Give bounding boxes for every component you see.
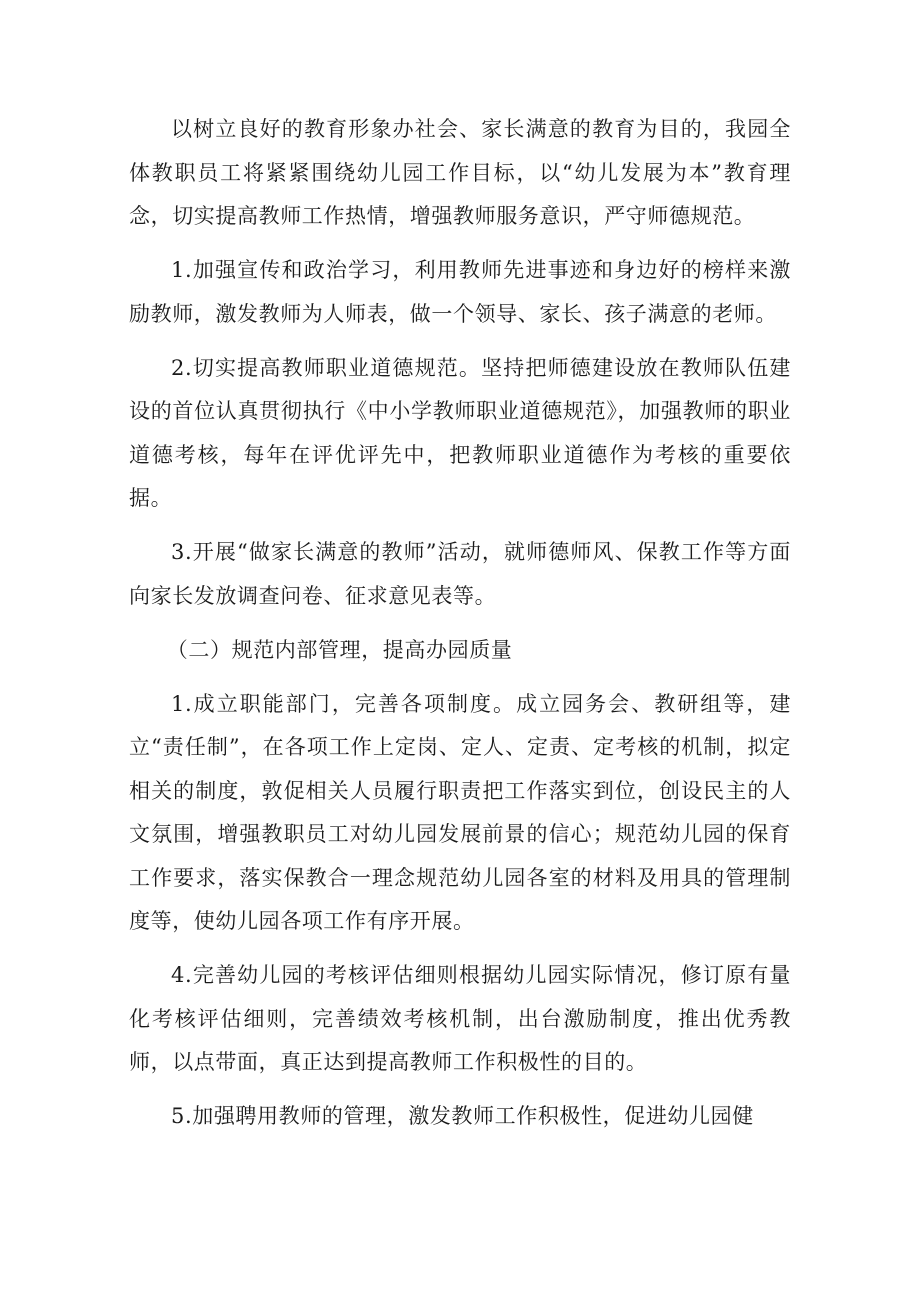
paragraph-item-3: 3.开展“做家长满意的教师”活动，就师德师风、保教工作等方面向家长发放调查问卷、征求意见表等。 [129,540,791,608]
paragraph-item-2: 2.切实提高教师职业道德规范。坚持把师德建设放在教师队伍建设的首位认真贯彻执行《中小学教师职业道德规范》，加强教师的职业道德考核，每年在评优评先中，把教师职业道德作为考核的重要依据。 [129,355,791,510]
paragraph-section2-item-1: 1.成立职能部门，完善各项制度。成立园务会、教研组等，建立“责任制”，在各项工作上定岗、定人、定责、定考核的机制，拟定相关的制度，敦促相关人员履行职责把工作落实到位，创设民主的人文氛围，增强教职员工对幼儿园发展前景的信心；规范幼儿园的保育工作要求，落实保教合一理念规范幼儿园各室的材料及用具的管理制度等，使幼儿园各项工作有序开展。 [129,691,791,933]
paragraph-item-1: 1.加强宣传和政治学习，利用教师先进事迹和身边好的榜样来激励教师，激发教师为人师表，做一个领导、家长、孩子满意的老师。 [129,258,791,326]
paragraph-section2-item-5: 5.加强聘用教师的管理，激发教师工作积极性，促进幼儿园健 [171,1104,754,1128]
document-page [129,108,791,1139]
paragraph-section2-item-4: 4.完善幼儿园的考核评估细则根据幼儿园实际情况，修订原有量化考核评估细则，完善绩效考核机制，出台激励制度，推出优秀教师，以点带面，真正达到提高教师工作积极性的目的。 [129,963,791,1074]
paragraph-intro: 以树立良好的教育形象办社会、家长满意的教育为目的，我园全体教职员工将紧紧围绕幼儿园工作目标，以“幼儿发展为本”教育理念，切实提高教师工作热情，增强教师服务意识，严守师德规范。 [129,117,792,228]
section-heading: （二）规范内部管理，提高办园质量 [166,637,513,662]
